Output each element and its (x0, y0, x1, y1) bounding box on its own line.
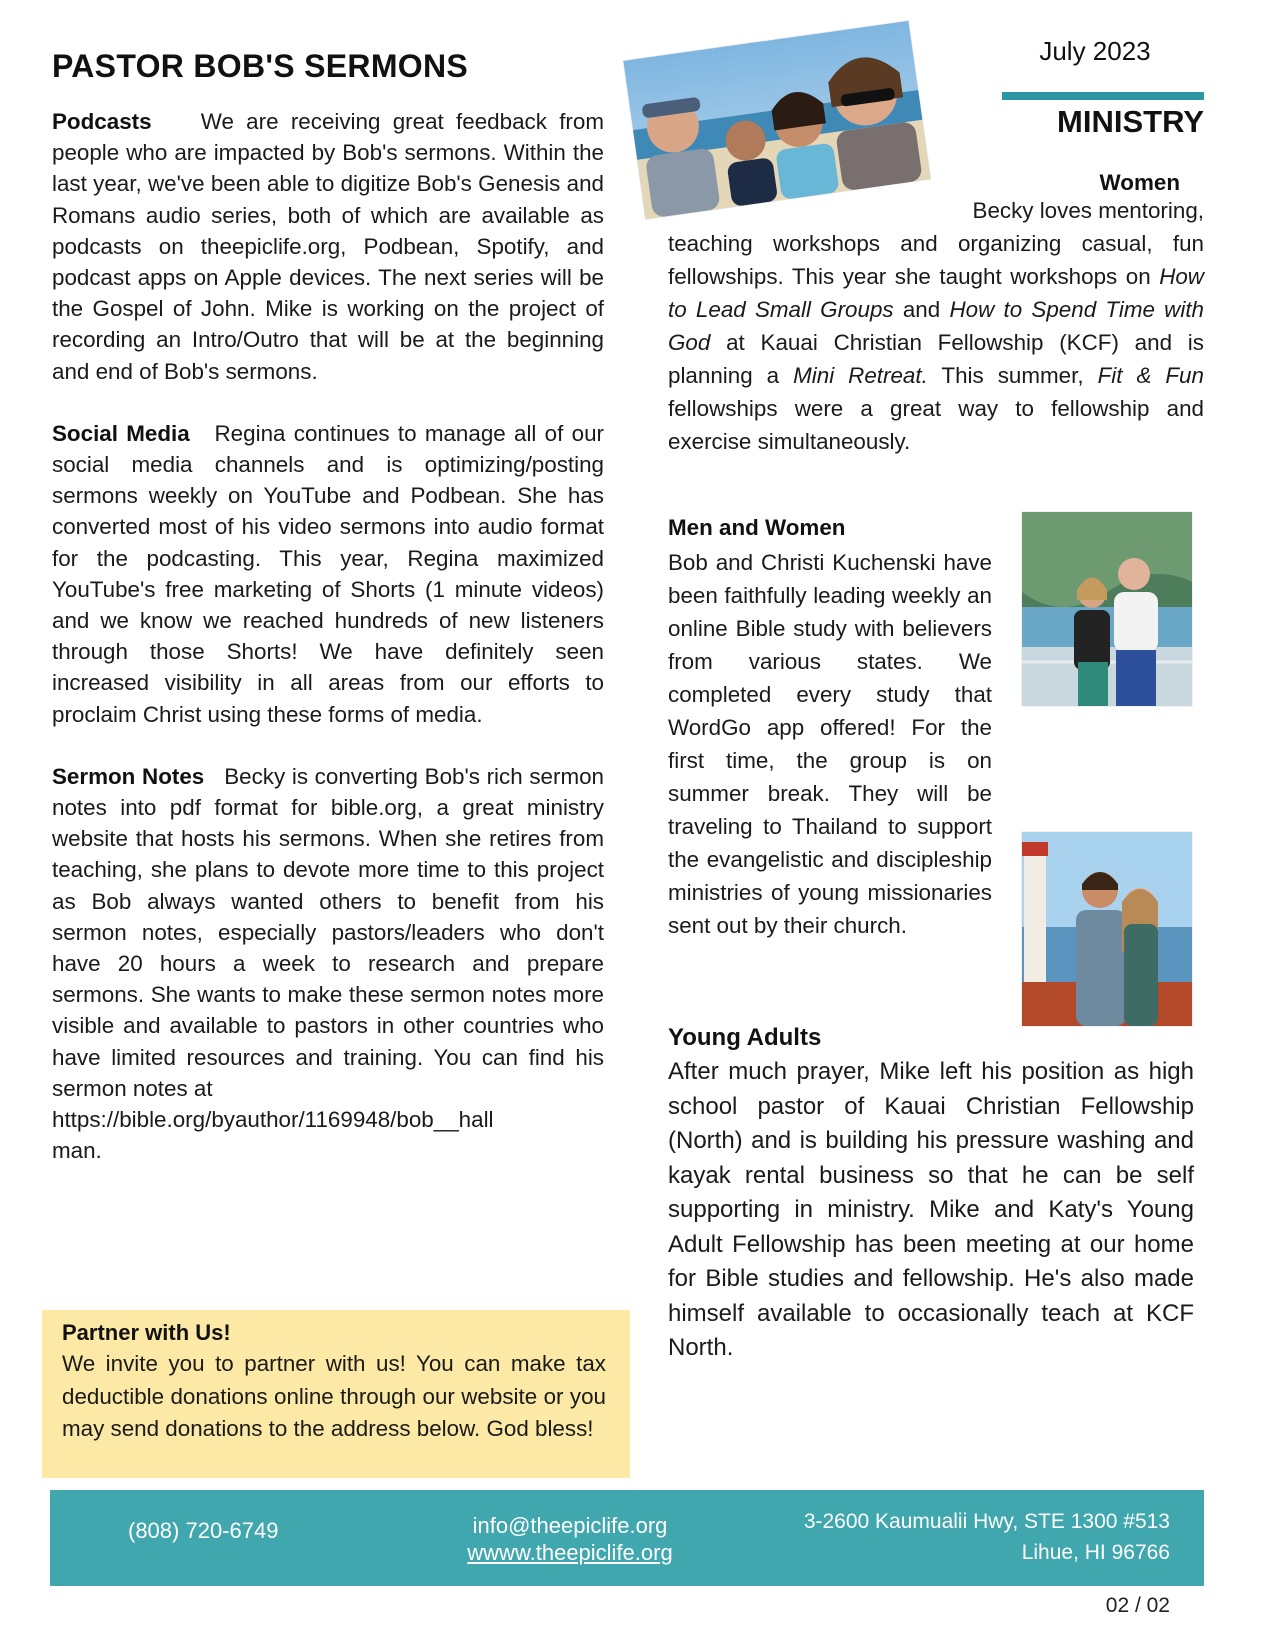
podcasts-label: Podcasts (52, 109, 152, 134)
women-text-e: fellowships were a great way to fellowship and exercise simultaneously. (668, 396, 1204, 454)
footer-email[interactable]: info@theepiclife.org (472, 1513, 668, 1538)
sermon-notes-paragraph (52, 761, 604, 1104)
podcasts-text: We are receiving great feedback from people who are impacted by Bob's sermons. Within the last year, we've been able to digitize Bob's Genesis and Romans audio series, both of which are available as podcasts on theepiclife.org, Podbean, Spotify, and podcast apps on Apple devices. The next series will be the Gospel of John. Mike is working on the project of recording an Intro/Outro that will be at the beginning and end of Bob's sermons. (52, 109, 604, 384)
sermon-notes-url-line2[interactable]: man. (52, 1138, 102, 1164)
women-workshop-2: How to Spend Time with God (668, 297, 1204, 355)
accent-rule (1002, 92, 1204, 100)
sermon-notes-url-line1[interactable]: https://bible.org/byauthor/1169948/bob__hall (52, 1107, 494, 1133)
newsletter-date: July 2023 (1039, 36, 1151, 66)
sermon-notes-text: Becky is converting Bob's rich sermon notes into pdf format for bible.org, a great ministry website that hosts his sermons. When she retires from teaching, she plans to devote more time to this project as Bob always wanted others to benefit from his sermon notes, especially pastors/leaders who don't have 20 hours a week to research and prepare sermons. She wants to make these sermon notes more visible and available to pastors in other countries who have limited resources and training. You can find his sermon notes at (52, 763, 604, 1101)
footer-phone[interactable]: (808) 720-6749 (128, 1518, 279, 1543)
women-retreat: Mini Retreat. (793, 363, 928, 388)
women-heading: Women (1099, 170, 1180, 195)
women-first-line: Becky loves mentoring, (972, 198, 1204, 223)
page-number: 02 / 02 (1105, 1594, 1170, 1617)
young-couple-photo (1022, 832, 1192, 1026)
women-paragraph (668, 227, 1204, 458)
footer-address (690, 1506, 1170, 1568)
partner-text: We invite you to partner with us! You can make tax deductible donations online through our website or you may send donations to the address below. God bless! (62, 1351, 606, 1441)
social-media-label: Social Media (52, 420, 190, 446)
partner-box (42, 1310, 630, 1478)
footer-address-line1: 3-2600 Kaumualii Hwy, STE 1300 #513 (803, 1510, 1170, 1533)
footer-web (420, 1512, 720, 1566)
section-title: PASTOR BOB'S SERMONS (52, 48, 469, 84)
men-women-heading: Men and Women (668, 515, 846, 540)
contact-footer (50, 1490, 1204, 1586)
footer-address-line2: Lihue, HI 96766 (1021, 1541, 1170, 1564)
partner-heading: Partner with Us! (62, 1320, 231, 1345)
women-text-a: teaching workshops and organizing casual, fun fellowships. This year she taught workshops on (668, 231, 1204, 289)
ministry-title: MINISTRY (1057, 104, 1204, 139)
women-fit-fun: Fit & Fun (1097, 363, 1204, 388)
women-text-c: at Kauai Christian Fellowship (KCF) and is planning a (668, 330, 1204, 388)
couple-boat-photo (1022, 512, 1192, 706)
podcasts-paragraph (52, 106, 604, 387)
men-women-paragraph: Bob and Christi Kuchenski have been faithfully leading weekly an online Bible study with believers from various states. We completed every study that WordGo app offered! For the first time, the group is on summer break. They will be traveling to Thailand to support the evangelistic and discipleship ministries of young missionaries sent out by their church. (668, 550, 992, 938)
young-adults-paragraph: After much prayer, Mike left his position as high school pastor of Kauai Christian Fellowship (North) and is building his pressure washing and kayak rental business so that he can be self supporting in ministry. Mike and Katy's Young Adult Fellowship has been meeting at our home for Bible studies and fellowship. He's also made himself available to occasionally teach at KCF North. (668, 1058, 1194, 1361)
social-media-text: Regina continues to manage all of our social media channels and is optimizing/posting sermons weekly on YouTube and Podbean. She has converted most of his video sermons into audio format for the podcasting. This year, Regina maximized YouTube's free marketing of Shorts (1 minute videos) and we know we reached hundreds of new listeners through those Shorts! We have definitely seen increased visibility in all areas from our efforts to proclaim Christ using these forms of media. (52, 420, 604, 727)
sermon-notes-label: Sermon Notes (52, 763, 205, 789)
sermon-notes-url[interactable] (52, 1104, 604, 1166)
women-text-d: This summer, (941, 363, 1084, 388)
women-text-b: and (902, 297, 941, 322)
women-workshop-1: How to Lead Small Groups (668, 264, 1204, 322)
left-column (52, 106, 604, 1167)
women-group-photo (623, 21, 930, 220)
young-adults-heading: Young Adults (668, 1024, 822, 1051)
footer-website-link[interactable]: wwww.theepiclife.org (467, 1540, 673, 1565)
social-media-paragraph (52, 418, 604, 730)
